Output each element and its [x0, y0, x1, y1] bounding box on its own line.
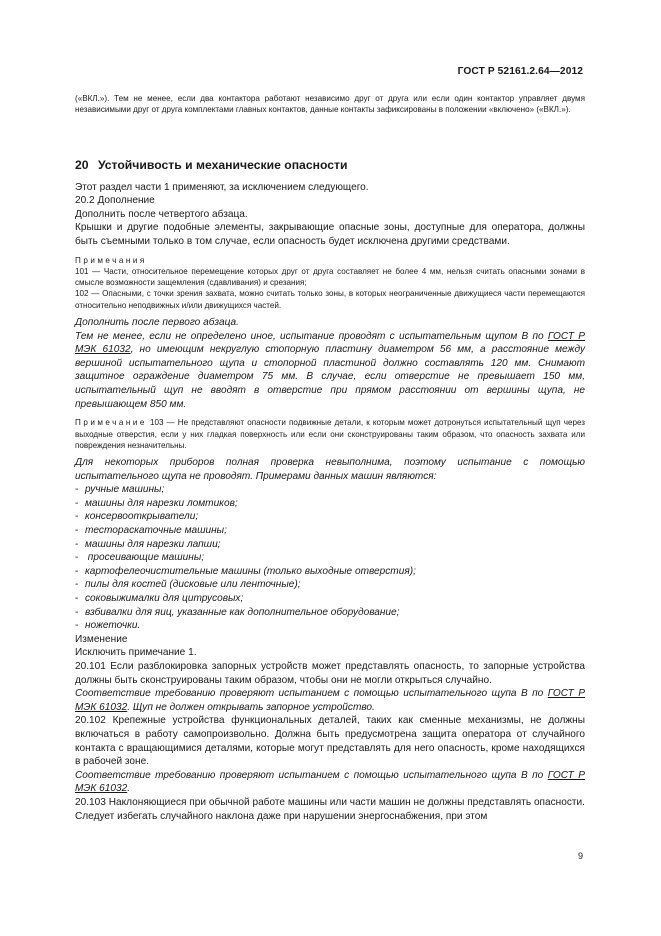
note-102: 102 — Опасными, с точки зрения захвата, можно считать только зоны, в которых неограниченные движущиеся части перемещаются относительно неподвижных и/или движущихся частей.	[75, 289, 585, 310]
gost-reference-link[interactable]: ГОСТ Р МЭК 61032	[75, 330, 585, 356]
list-dash: -	[75, 525, 79, 537]
note-103-label: Примечание	[75, 418, 147, 428]
intro-paragraph: («ВКЛ.»). Тем не менее, если два контактора работают независимо друг от друга или если один контактор управляет двумя независимыми друг от друга комплектами главных контактов, данные контакты зафиксированы в положении «включено» («ВКЛ.»).	[75, 94, 585, 115]
note-101: 101 — Части, относительное перемещение которых друг от друга составляет не более 4 мм, нельзя считать опасными зонами в смысле возможности защемления (сдавливания) и срезания;	[75, 266, 585, 288]
list-item-text: ручные машины;	[85, 484, 165, 496]
gost-reference-link[interactable]: ГОСТ Р МЭК 61032	[75, 688, 586, 713]
list-item	[75, 538, 585, 552]
list-item	[75, 592, 585, 606]
compliance-20-102	[75, 769, 585, 796]
list-item-text: машины для нарезки ломтиков;	[85, 497, 238, 509]
para-examples-intro: Для некоторых приборов полная проверка невыполнима, поэтому испытание с помощью испытательного щупа не проводят. Примерами данных машин являются:	[75, 457, 585, 482]
list-item	[75, 551, 585, 565]
list-item-text: тестораскаточные машины;	[85, 525, 227, 537]
list-dash: -	[75, 484, 79, 496]
list-item	[75, 606, 585, 620]
list-item	[75, 524, 585, 538]
page-number: 9	[577, 851, 583, 861]
clause-20-2: 20.2 Дополнение	[75, 195, 155, 207]
list-item	[75, 510, 585, 524]
list-item-text: пилы для костей (дисковые или ленточные);	[85, 579, 301, 591]
list-item-text: картофелеочистительные машины (только выходные отверстия);	[85, 565, 416, 577]
list-dash: -	[75, 538, 79, 550]
list-item	[75, 619, 585, 633]
gost-reference-link[interactable]: ГОСТ Р МЭК 61032	[75, 769, 586, 795]
note-103-text: 103 — Не представляют опасности подвижные детали, к которым может дотронуться испытательный щуп через выходные отверстия, если у них гладкая поверхность или если они сконструированы таким образом, что опасность захвата или повреждения незначительны.	[75, 418, 585, 450]
notes-label: Примечания	[75, 255, 147, 265]
text-fragment: .	[127, 783, 131, 795]
clause-20-103: 20.103 Наклоняющиеся при обычной работе машины или части машин не должны представлять опасности. Следует избегать случайного наклона даже при нарушении энергоснабжения, при этом	[75, 796, 585, 822]
amendment-text: Исключить примечание 1.	[75, 647, 197, 659]
list-item	[75, 578, 585, 592]
para-test-probe	[75, 330, 585, 412]
text-fragment: Соответствие требованию проверяют испытанием с помощью испытательного щупа B по	[75, 688, 548, 700]
document-header-id: ГОСТ Р 52161.2.64—2012	[457, 66, 583, 77]
list-dash: -	[75, 593, 79, 605]
list-dash: -	[75, 620, 79, 632]
para-intro-scope: Этот раздел части 1 применяют, за исключением следующего.	[75, 181, 369, 193]
list-item-text: ножеточки.	[85, 620, 141, 632]
text-fragment: Тем не менее, если не определено иное, испытание проводят с испытательным щупом B по	[75, 330, 548, 342]
section-title: Устойчивость и механические опасности	[97, 157, 348, 172]
list-item-text: консервооткрыватели;	[85, 511, 199, 523]
clause-20-101: 20.101 Если разблокировка запорных устройств может представлять опасность, то запорные устройства должны быть сконструированы таким образом, чтобы они не могли открыться случайно.	[75, 661, 585, 686]
section-heading	[75, 158, 585, 172]
para-add-after-fourth: Дополнить после четвертого абзаца.	[75, 208, 248, 220]
machines-list	[75, 483, 585, 633]
compliance-20-101	[75, 687, 585, 714]
amendment-label: Изменение	[75, 633, 128, 645]
list-item-text: взбивалки для яиц, указанные как дополнительное оборудование;	[85, 606, 400, 618]
para-add-after-first: Дополнить после первого абзаца.	[75, 317, 239, 329]
para-covers: Крышки и другие подобные элементы, закрывающие опасные зоны, доступные для оператора, должны быть съемными только в том случае, если опасность будет исключена другими средствами.	[75, 222, 585, 247]
list-item-text: просеивающие машины;	[85, 552, 205, 564]
list-dash: -	[75, 565, 79, 577]
list-dash: -	[75, 497, 79, 509]
section-number: 20	[75, 157, 89, 172]
page-content	[75, 93, 585, 823]
list-dash: -	[75, 606, 79, 618]
list-dash: -	[75, 579, 79, 591]
note-103	[75, 417, 585, 451]
text-fragment: Соответствие требованию проверяют испытанием с помощью испытательного щупа B по	[75, 769, 548, 781]
text-fragment: . Щуп не должен открывать запорное устройство.	[127, 701, 375, 713]
list-item-text: соковыжималки для цитрусовых;	[85, 593, 244, 605]
list-item-text: машины для нарезки лапши;	[85, 538, 221, 550]
list-item	[75, 483, 585, 497]
clause-20-102: 20.102 Крепежные устройства функциональных деталей, таких как сменные механизмы, не должны включаться в работу самопроизвольно. Должна быть предусмотрена защита оператора от случайного контакта с вращающимися деталями, которые могут представлять для него опасность, кроме находящихся в рабочей зоне.	[75, 715, 585, 768]
list-item	[75, 565, 585, 579]
text-fragment: , но имеющим некруглую стопорную пластину диаметром 56 мм, а расстояние между вершиной испытательного щупа и стопорной пластиной должно составлять 120 мм. Снимают защитное ограждение диаметром 75 мм. В случае, если отверстие не превышает 150 мм, испытательный щуп не вводят в отверстие при прямом расстоянии от вершины щупа, не превышающем 850 мм.	[75, 344, 585, 410]
list-item	[75, 497, 585, 511]
list-dash: -	[75, 511, 79, 523]
list-dash: -	[75, 552, 79, 564]
